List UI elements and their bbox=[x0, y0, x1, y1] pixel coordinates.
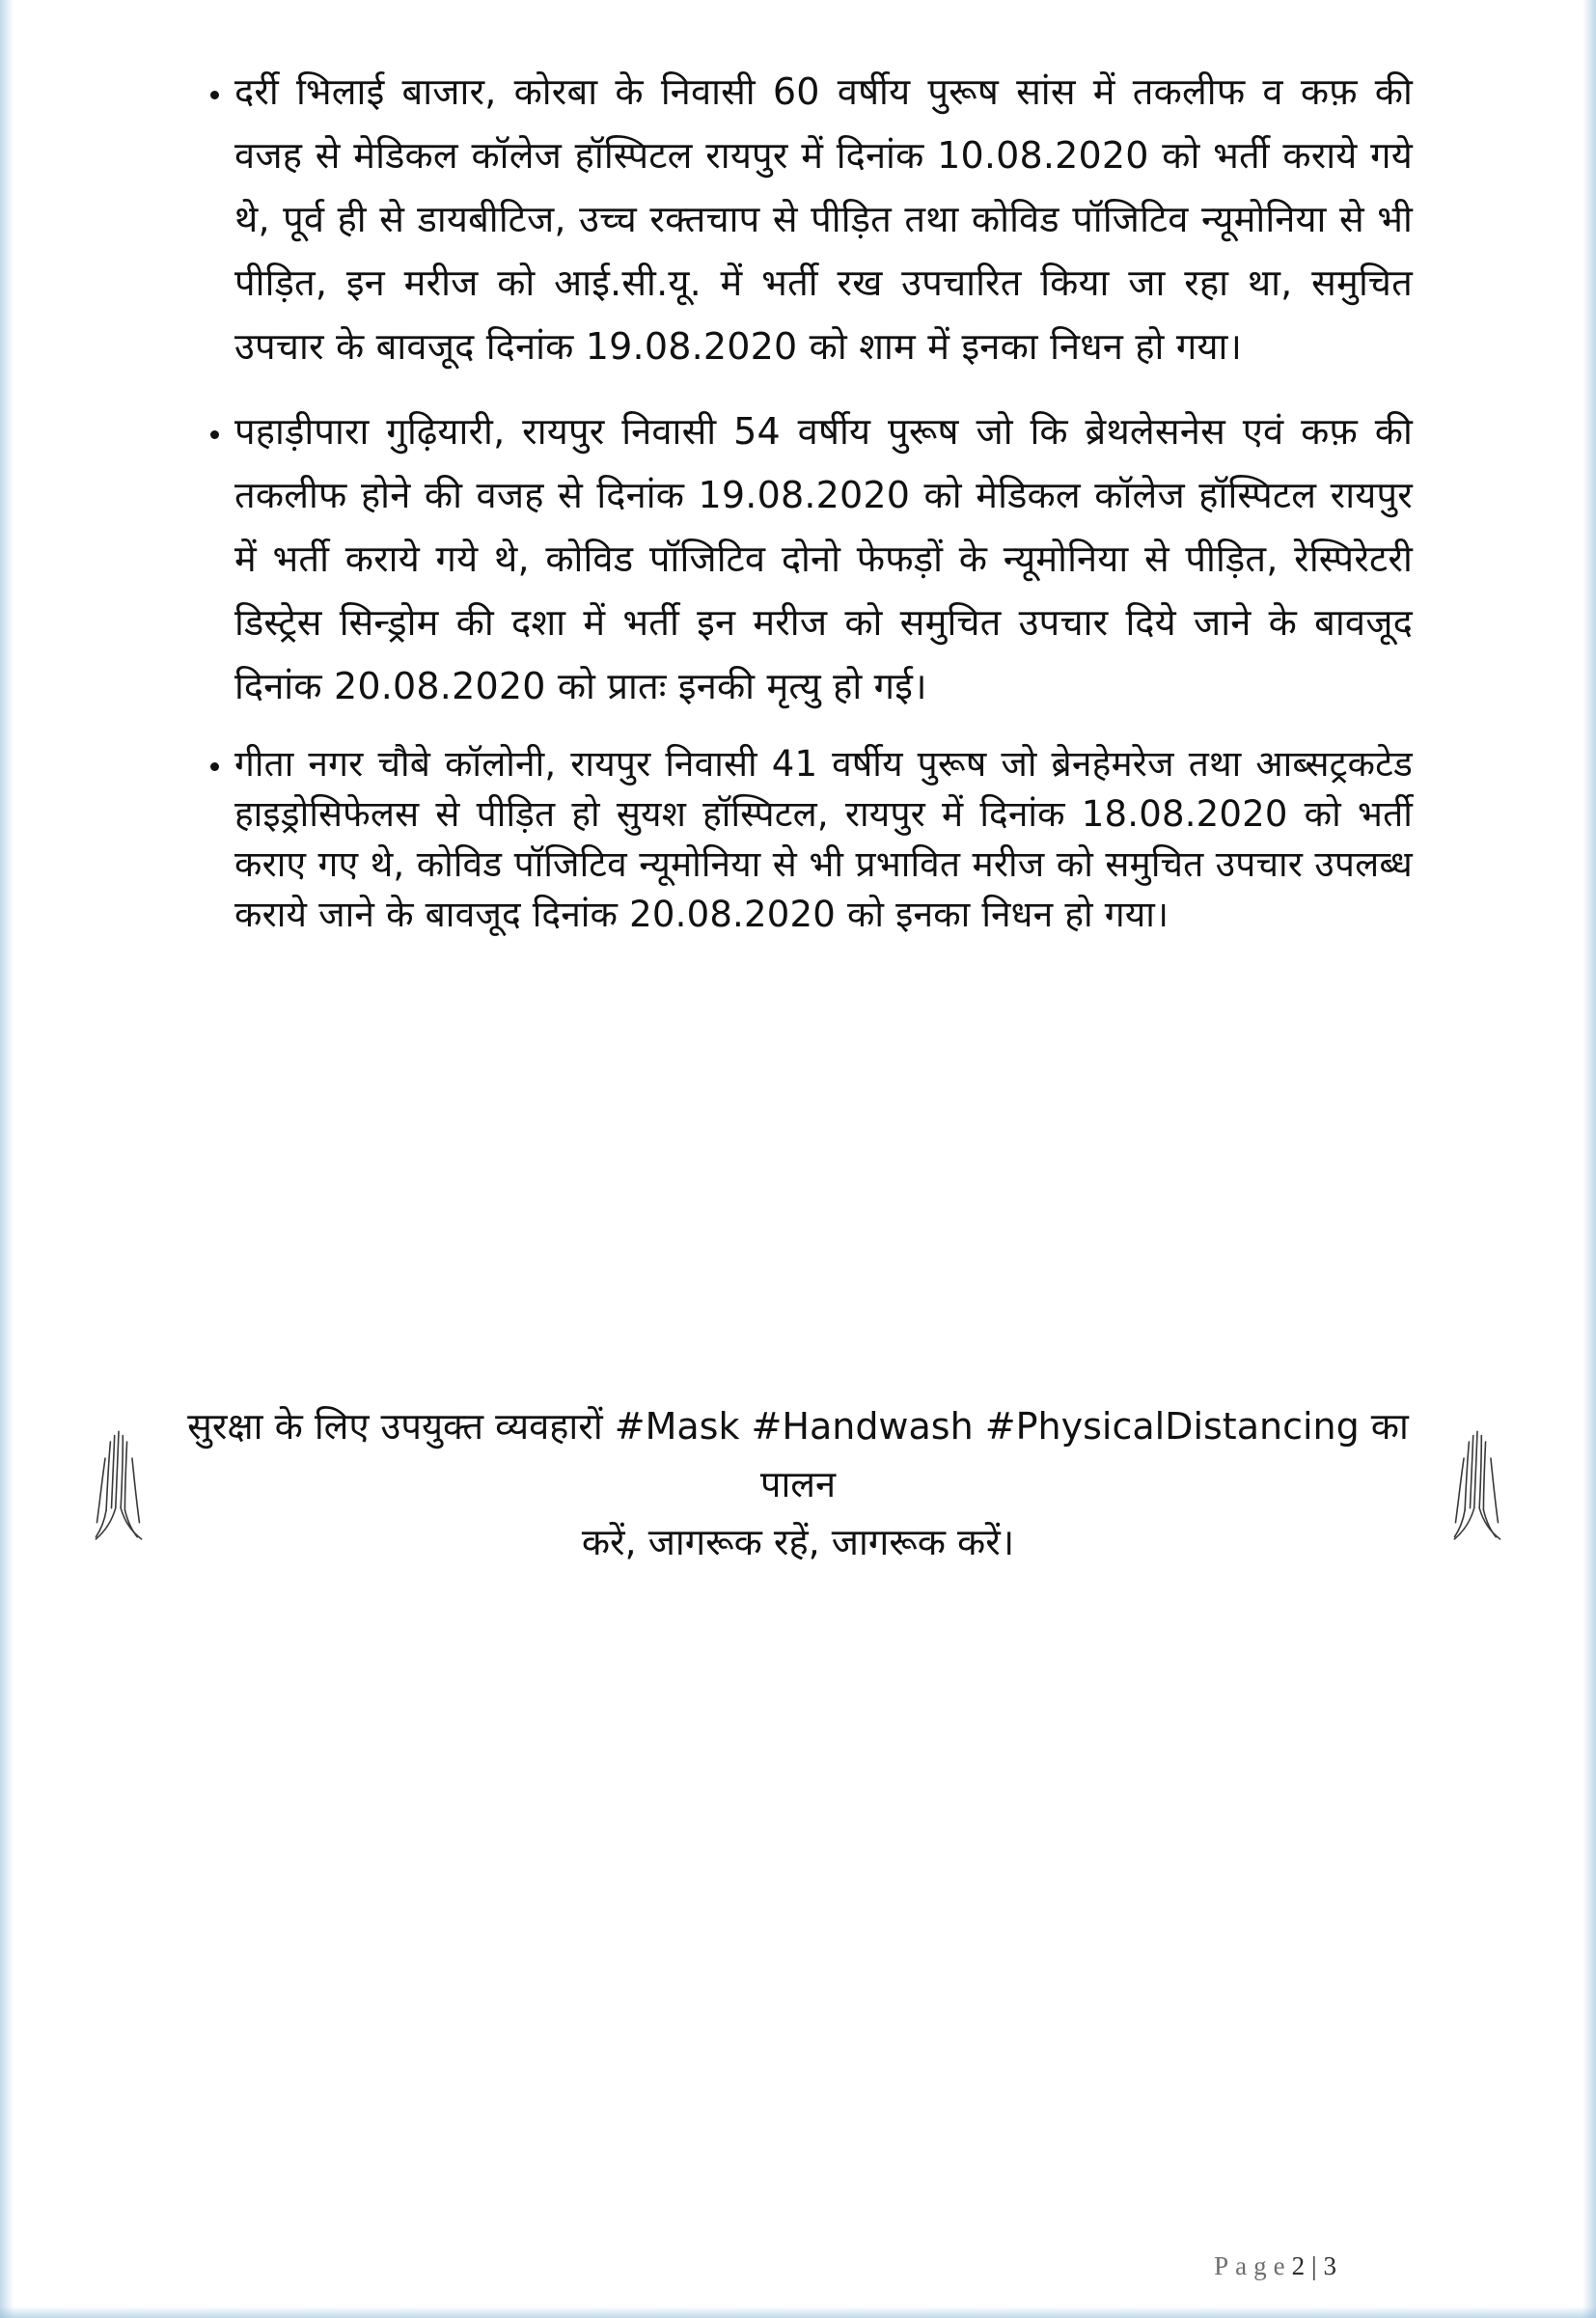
bullet-item-1: • दर्री भिलाई बाजार, कोरबा के निवासी 60 वर्षीय पुरूष सांस में तकलीफ व कफ़ की वजह से मेडिकल कॉलेज हॉस्पिटल रायपुर में दिनांक 10.08.2020 को भर्ती कराये गये थे, पूर्व ही से डायबीटिज, उच्च रक्तचाप से पीड़ित तथा कोविड पॉजिटिव न्यूमोनिया से भी पीड़ित, इन मरीज को आई.सी.यू. में भर्ती रख उपचारित किया जा रहा था, समुचित उपचार के बावजूद दिनांक 19.08.2020 को शाम में इनका निधन हो गया। bbox=[234, 60, 1413, 378]
folded-hands-icon bbox=[92, 1427, 146, 1541]
folded-hands-icon bbox=[1450, 1427, 1504, 1541]
page-number-label: Page bbox=[1214, 2251, 1292, 2280]
page-edge-left bbox=[0, 0, 14, 2318]
advisory-line-2: करें, जागरूक रहें, जागरूक करें। bbox=[581, 1521, 1015, 1563]
body-text bbox=[188, 60, 1413, 940]
advisory-line-1: सुरक्षा के लिए उपयुक्त व्यवहारों #Mask #Handwash #PhysicalDistancing का पालन bbox=[187, 1405, 1409, 1505]
page-edge-right bbox=[1582, 0, 1596, 2318]
bullet-item-3: • गीता नगर चौबे कॉलोनी, रायपुर निवासी 41 वर्षीय पुरूष जो ब्रेनहेमरेज तथा आब्सट्रकटेड हाइड्रोसिफेलस से पीड़ित हो सुयश हॉस्पिटल, रायपुर में दिनांक 18.08.2020 को भर्ती कराए गए थे, कोविड पॉजिटिव न्यूमोनिया से भी प्रभावित मरीज को समुचित उपचार उपलब्ध कराये जाने के बावजूद दिनांक 20.08.2020 को इनका निधन हो गया। bbox=[234, 739, 1413, 940]
advisory-text bbox=[146, 1397, 1450, 1571]
page-number-separator: | bbox=[1311, 2251, 1324, 2280]
safety-advisory bbox=[92, 1397, 1504, 1571]
page-number bbox=[1214, 2251, 1343, 2281]
page-edge-bottom bbox=[0, 2306, 1596, 2318]
bullet-list bbox=[188, 60, 1413, 940]
bullet-item-2: • पहाड़ीपारा गुढ़ियारी, रायपुर निवासी 54 वर्षीय पुरूष जो कि ब्रेथलेसनेस एवं कफ़ की तकलीफ होने की वजह से दिनांक 19.08.2020 को मेडिकल कॉलेज हॉस्पिटल रायपुर में भर्ती कराये गये थे, कोविड पॉजिटिव दोनो फेफड़ों के न्यूमोनिया से पीड़ित, रेस्पिरेटरी डिस्ट्रेस सिन्ड्रोम की दशा में भर्ती इन मरीज को समुचित उपचार दिये जाने के बावजूद दिनांक 20.08.2020 को प्रातः इनकी मृत्यु हो गई। bbox=[234, 400, 1413, 718]
page-number-total: 3 bbox=[1323, 2251, 1343, 2280]
page-number-current: 2 bbox=[1291, 2251, 1312, 2280]
